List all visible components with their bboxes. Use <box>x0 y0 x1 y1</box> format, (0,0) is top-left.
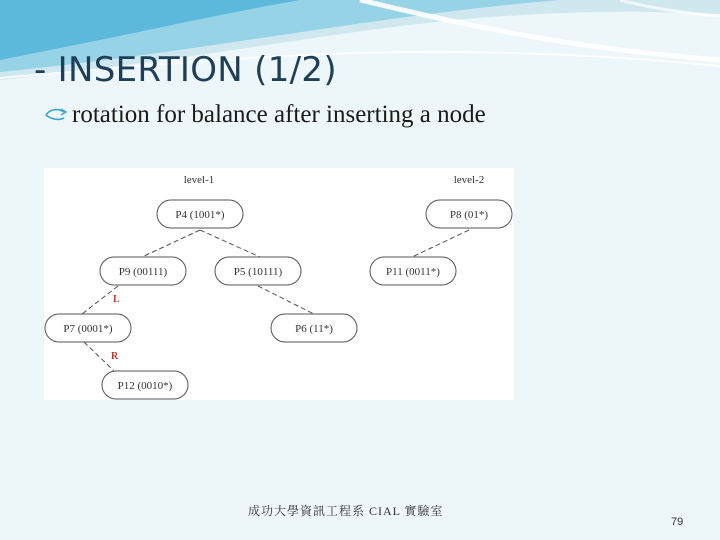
edge-p4-p9 <box>142 230 200 257</box>
node-p12-label: P12 (0010*) <box>117 380 173 392</box>
node-p4-label: P4 (1001*) <box>175 209 225 221</box>
footer-text: 成功大學資訊工程系 CIAL 實驗室 <box>248 504 444 518</box>
bullet-arrow-icon <box>44 106 68 124</box>
slide-title: - INSERTION (1/2) <box>34 50 337 90</box>
edge-label-l: L <box>113 294 120 305</box>
page-number: 79 <box>671 516 684 528</box>
node-p6-label: P6 (11*) <box>295 323 333 335</box>
node-p5-label: P5 (10111) <box>233 266 283 278</box>
edge-p5-p6 <box>258 286 314 314</box>
bullet-item <box>44 100 486 130</box>
level-2-label: level-2 <box>453 174 485 186</box>
node-p11-label: P11 (0011*) <box>386 266 440 278</box>
edge-p7-p12 <box>84 342 114 371</box>
tree-diagram <box>44 168 514 400</box>
node-p9-label: P9 (00111) <box>118 266 168 278</box>
edge-p4-p5 <box>200 230 260 257</box>
level-1-label: level-1 <box>183 174 215 186</box>
node-p8-label: P8 (01*) <box>449 209 489 221</box>
edge-p8-p11 <box>412 230 469 257</box>
edge-label-r: R <box>111 351 119 362</box>
bullet-text: rotation for balance after inserting a node <box>72 101 486 128</box>
node-p7-label: P7 (0001*) <box>63 323 113 335</box>
